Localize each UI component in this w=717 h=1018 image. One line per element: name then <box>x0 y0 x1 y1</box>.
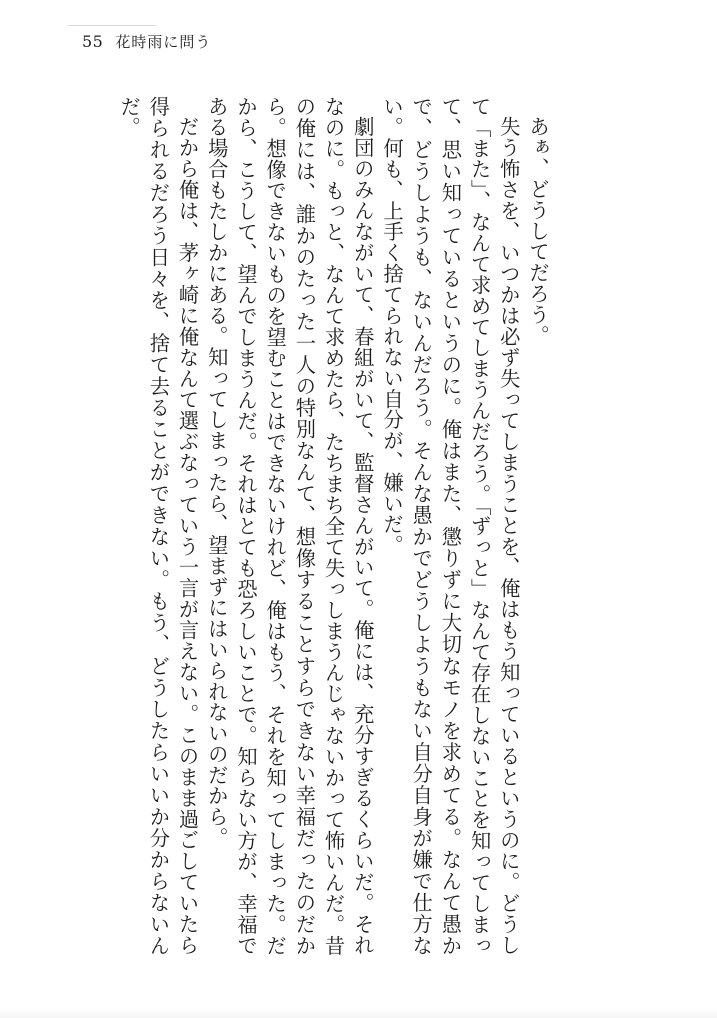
paragraph-1: あぁ、どうしてだろう。 <box>526 116 550 347</box>
paragraph-4: だから俺は、茅ヶ崎に俺なんて選ぶなっていう一言が言えない。このまま過ごしていたら得られるだろう日々を、捨て去ることができない。もう、どうしたらいいか分からないんだ。 <box>117 96 200 956</box>
paragraph-2: 失う怖さを、いつかは必ず失ってしまうことを、俺はもう知っているというのに。どうして「また」、なんて求めてしまうんだろう。「ずっと」なんて存在しないことを知ってしまって、思い知っているというのに。俺はまた、懲りずに大切なモノを求めてる。なんて愚かで、どうしようも、ないんだろう。そんな愚かでどうしようもない自分自身が嫌で仕方ない。何も、上手く捨てられない自分が、嫌いだ。 <box>379 96 521 956</box>
body-text <box>117 96 552 956</box>
paragraph-3: 劇団のみんながいて、春組がいて、監督さんがいて。俺には、充分すぎるくらいだ。それなのに。もっと、なんて求めたら、たちまち全て失っしまうんじゃないかって怖いんだ。昔の俺には、誰かのたった一人の特別なんて、想像することすらできない幸福だったのだから。想像できないものを望むことはできないけれど、俺はもう、それを知ってしまった。だから、こうして、望んでしまうんだ。それはとても恐ろしいことで。知らない方が、幸福である場合もたしかにある。知ってしまったら、望まずにはいられないのだから。 <box>204 96 375 956</box>
page-number: 55 <box>82 32 104 51</box>
page-header <box>82 32 211 52</box>
header-rule <box>68 25 156 26</box>
chapter-title: 花時雨に問う <box>115 33 212 51</box>
page-bottom-shade <box>0 1008 717 1018</box>
